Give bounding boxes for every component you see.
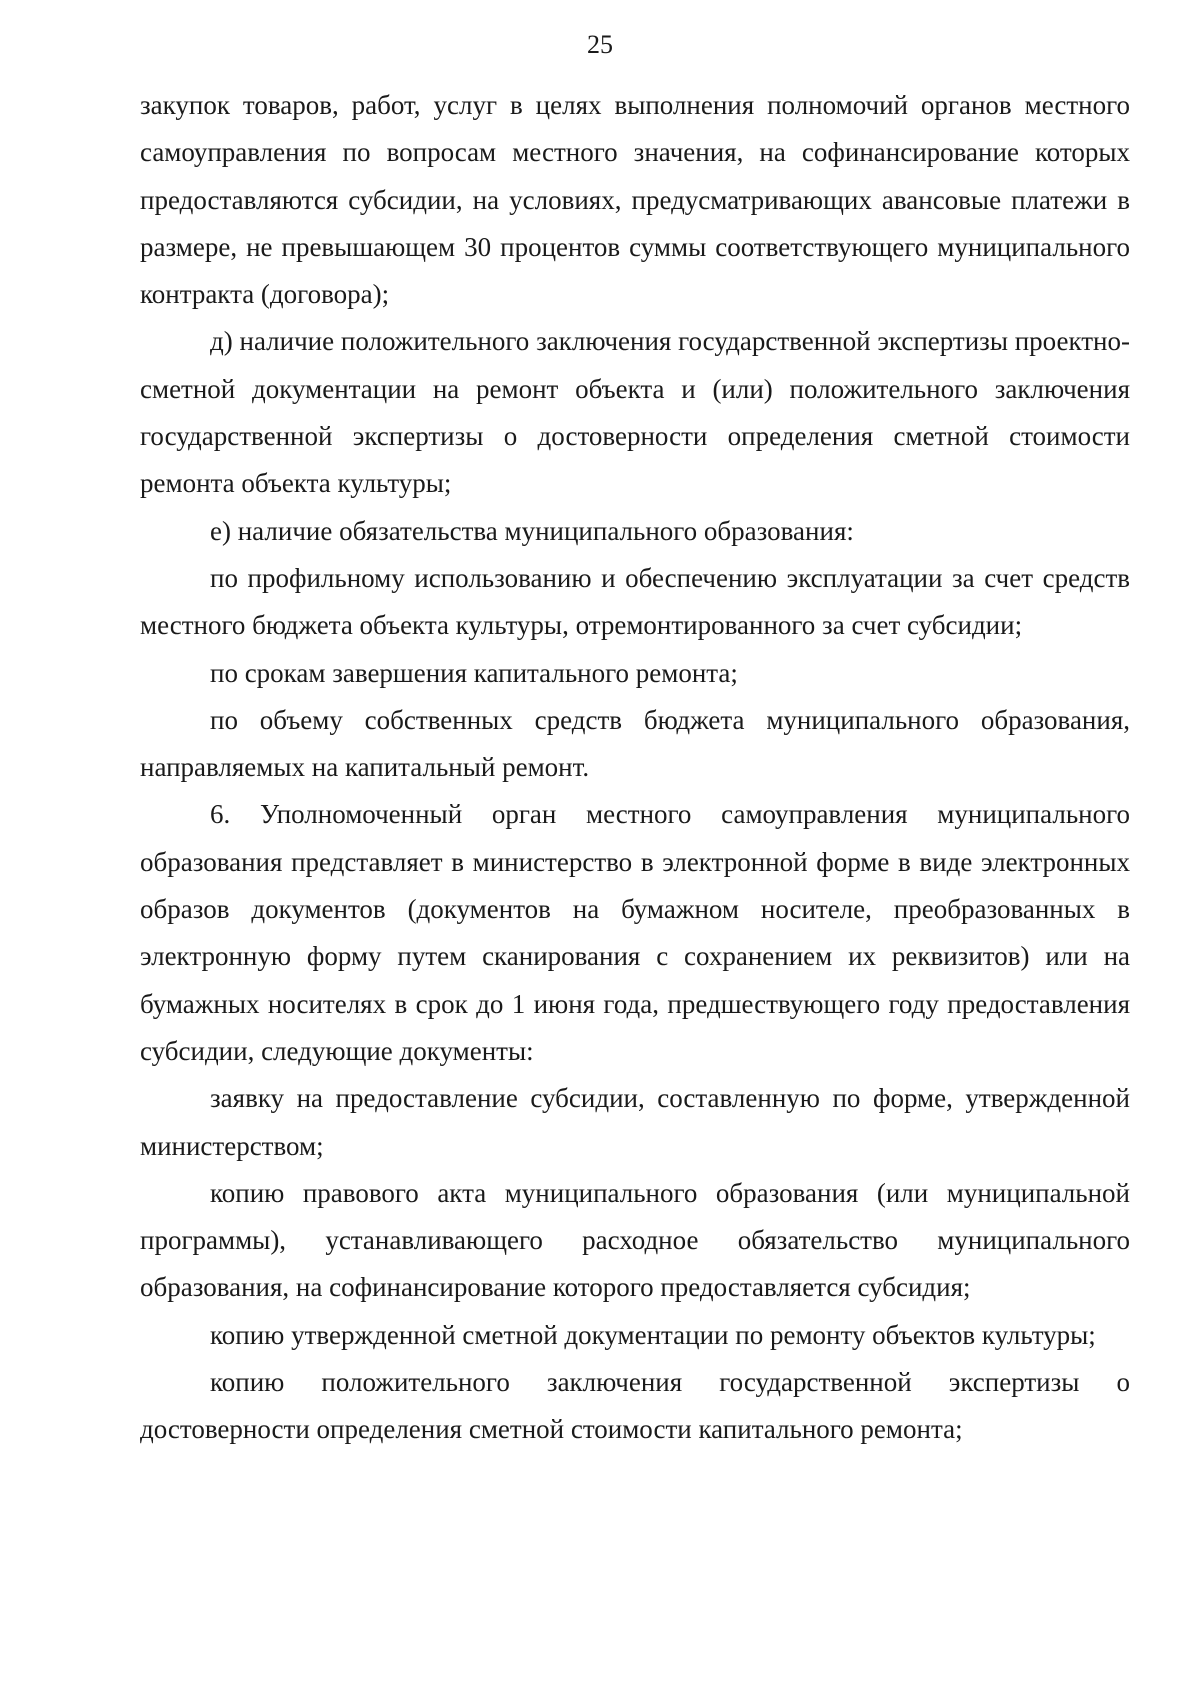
page-number: 25	[587, 30, 613, 59]
paragraph-doc-expertise: копию положительного заключения государственной экспертизы о достоверности определения сметной стоимости капитального ремонта;	[140, 1367, 1130, 1445]
paragraph-doc-application: заявку на предоставление субсидии, составленную по форме, утвержденной министерством;	[140, 1083, 1130, 1161]
paragraph-obligation-deadlines: по срокам завершения капитального ремонта;	[210, 657, 738, 688]
document-body	[140, 82, 1130, 1454]
paragraph-doc-legal-act: копию правового акта муниципального образования (или муниципальной программы), устанавливающего расходное обязательство муниципального образования, на софинансирование которого предоставляется субсидия;	[140, 1177, 1130, 1303]
paragraph-item-e: е) наличие обязательства муниципального образования:	[210, 515, 854, 546]
paragraph-doc-estimate: копию утвержденной сметной документации по ремонту объектов культуры;	[210, 1319, 1096, 1350]
paragraph-obligation-funds: по объему собственных средств бюджета муниципального образования, направляемых на капитальный ремонт.	[140, 704, 1130, 783]
paragraph-clause-6: 6. Уполномоченный орган местного самоуправления муниципального образования представляет в министерство в электронной форме в виде электронных образов документов (документов на бумажном носителе, преобразованных в электронную форму путем сканирования с сохранением их реквизитов) или на бумажных носителях в срок до 1 июня года, предшествующего году предоставления субсидии, следующие документы:	[140, 799, 1130, 1066]
paragraph-item-d: д) наличие положительного заключения государственной экспертизы проектно-сметной документации на ремонт объекта и (или) положительного заключения государственной экспертизы о достоверности определения сметной стоимости ремонта объекта культуры;	[140, 326, 1130, 499]
paragraph-obligation-use: по профильному использованию и обеспечению эксплуатации за счет средств местного бюджета объекта культуры, отремонтированного за счет субсидии;	[140, 562, 1130, 641]
paragraph-continuation: закупок товаров, работ, услуг в целях выполнения полномочий органов местного самоуправления по вопросам местного значения, на софинансирование которых предоставляются субсидии, на условиях, предусматривающих авансовые платежи в размере, не превышающем 30 процентов суммы соответствующего муниципального контракта (договора);	[140, 90, 1130, 310]
